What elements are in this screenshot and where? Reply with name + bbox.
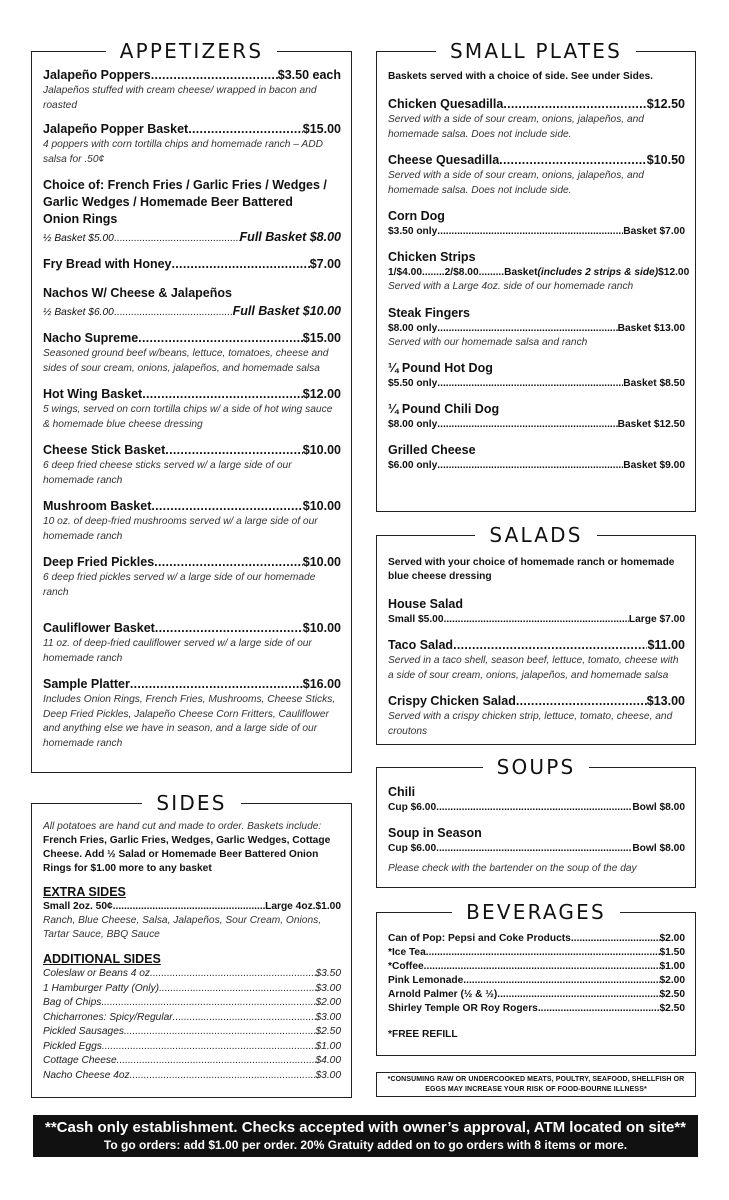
menu-item: Cauliflower Basket ..... $10.00 11 oz. of deep-fried cauliflower served w/ a large side of our homemade ranch <box>43 620 341 666</box>
menu-item: ¼ Pound Chili Dog $8.00 only ..... Basket $12.50 <box>388 401 685 432</box>
list-item: *Ice Tea ..... $1.50 <box>388 946 685 960</box>
salads-section: SALADS Served with your choice of homemade ranch or homemade blue cheese dressing House Salad Small $5.00 ..... Large $7.00 Taco Salad ..... $11.00 Served in a taco shell, season beef, lettuce, tomato, cheese with a side of sour cream, onions, jalapeños, and homemade salsa Crispy Chicken Salad ..... $13.00 Served with a crispy chicken strip, lettuce, tomato, cheese, and croutons <box>376 535 696 745</box>
list-item: 1 Hamburger Patty (Only) ..... $3.00 <box>43 982 341 997</box>
list-item: Nacho Cheese 4oz ..... $3.00 <box>43 1069 341 1084</box>
small-plates-section: SMALL PLATES Baskets served with a choice of side. See under Sides. Chicken Quesadilla ..... $12.50 Served with a side of sour cream, onions, jalapeños, and homemade salsa. Does not include side. Cheese Quesadilla ..... $10.50 Served with a side of sour cream, onions, jalapeños, and homemade salsa. Does not include side. Corn Dog $3.50 only ..... Basket $7.00 Chicken Strips 1/$4.00........2/$8.00.........Basket (includes 2 strips & side) $12.00 Served with a Large 4oz. side of our homemade ranch Steak Fingers $8.00 only ..... Basket $13.00 Served with our homemade salsa and ranch ¼ Pound Hot Dog $5.50 only ..... Basket $8.50 ¼ Pound Chili Dog $8.00 only ..... Basket $12.50 Grilled Cheese $6.00 only ..... Basket $9.00 <box>376 51 696 512</box>
menu-item: Jalapeño Poppers ..... $3.50 each Jalapeños stuffed with cream cheese/ wrapped in bacon and roasted <box>43 67 341 113</box>
appetizers-title: APPETIZERS <box>106 40 277 62</box>
menu-item: Soup in Season Cup $6.00 ..... Bowl $8.00 <box>388 825 685 856</box>
menu-item: House Salad Small $5.00 ..... Large $7.00 <box>388 596 685 627</box>
list-item: Arnold Palmer (½ & ½) ..... $2.50 <box>388 988 685 1002</box>
soups-title: SOUPS <box>483 756 590 778</box>
menu-item: Choice of: French Fries / Garlic Fries / Wedges / Garlic Wedges / Homemade Beer Battered Onion Rings ½ Basket $5.00 ..... Full Basket $8.00 <box>43 177 341 246</box>
menu-item: Chicken Quesadilla ..... $12.50 Served with a side of sour cream, onions, jalapeños, and homemade salsa. Does not include side. <box>388 96 685 142</box>
list-item: Cottage Cheese ..... $4.00 <box>43 1054 341 1069</box>
appetizers-section <box>31 39 352 773</box>
beverages-section <box>376 900 696 1056</box>
menu-item: Corn Dog $3.50 only ..... Basket $7.00 <box>388 208 685 239</box>
menu-item: Cheese Quesadilla ..... $10.50 Served with a side of sour cream, onions, jalapeños, and homemade salsa. Does not include side. <box>388 152 685 198</box>
salads-title: SALADS <box>475 524 596 546</box>
menu-item: ¼ Pound Hot Dog $5.50 only ..... Basket $8.50 <box>388 360 685 391</box>
sides-section: SIDES All potatoes are hand cut and made to order. Baskets include: French Fries, Garlic Fries, Wedges, Garlic Wedges, Cottage Cheese. Add ½ Salad or Homemade Beer Battered Onion Rings for $1.00 more to any basket EXTRA SIDES Small 2oz. 50¢ ..... Large 4oz.$1.00 Ranch, Blue Cheese, Salsa, Jalapeños, Sour Cream, Onions, Tartar Sauce, BBQ Sauce ADDITIONAL SIDES Coleslaw or Beans 4 oz ..... $3.50 1 Hamburger Patty (Only) ..... $3.00 Bag of Chips ..... $2.00 Chicharrones: Spicy/Regular ..... $3.00 Pickled Sausages ..... $2.50 Pickled Eggs ..... $1.00 Cottage Cheese ..... $4.00 Nacho Cheese 4oz ..... $3.00 <box>31 803 352 1098</box>
list-item: Pickled Eggs ..... $1.00 <box>43 1040 341 1055</box>
small-plates-title: SMALL PLATES <box>436 40 636 62</box>
list-item: Chicharrones: Spicy/Regular ..... $3.00 <box>43 1011 341 1026</box>
menu-item: Grilled Cheese $6.00 only ..... Basket $9.00 <box>388 442 685 473</box>
list-item: Pink Lemonade ..... $2.00 <box>388 974 685 988</box>
list-item: Bag of Chips ..... $2.00 <box>43 996 341 1011</box>
menu-item: Jalapeño Popper Basket ..... $15.00 4 poppers with corn tortilla chips and homemade ranch – ADD salsa for .50¢ <box>43 121 341 167</box>
menu-item: Crispy Chicken Salad ..... $13.00 Served with a crispy chicken strip, lettuce, tomato, cheese, and croutons <box>388 693 685 739</box>
menu-item: Mushroom Basket ..... $10.00 10 oz. of deep-fried mushrooms served w/ a large side of our homemade ranch <box>43 498 341 544</box>
beverages-title: BEVERAGES <box>452 901 620 923</box>
list-item: *Coffee ..... $1.00 <box>388 960 685 974</box>
list-item: Shirley Temple OR Roy Rogers ..... $2.50 <box>388 1002 685 1016</box>
menu-item: Sample Platter ..... $16.00 Includes Onion Rings, French Fries, Mushrooms, Cheese Sticks, Deep Fried Pickles, Jalapeño Cheese Corn Fritters, Cauliflower and anything else we have in season, and a large side of our homemade ranch <box>43 676 341 751</box>
additional-sides-heading: ADDITIONAL SIDES <box>43 952 161 966</box>
menu-item: Nachos W/ Cheese & Jalapeños ½ Basket $6.00 ..... Full Basket $10.00 <box>43 285 341 320</box>
list-item: Coleslaw or Beans 4 oz ..... $3.50 <box>43 967 341 982</box>
menu-item: Cheese Stick Basket ..... $10.00 6 deep fried cheese sticks served w/ a large side of our homemade ranch <box>43 442 341 488</box>
menu-item: Nacho Supreme ..... $15.00 Seasoned ground beef w/beans, lettuce, tomatoes, cheese and sides of sour cream, onions, jalapeños, and homemade salsa <box>43 330 341 376</box>
extra-sides-heading: EXTRA SIDES <box>43 885 126 899</box>
menu-item: Chili Cup $6.00 ..... Bowl $8.00 <box>388 784 685 815</box>
list-item: Can of Pop: Pepsi and Coke Products ..... $2.00 <box>388 932 685 946</box>
free-refill-note: *FREE REFILL <box>388 1029 458 1040</box>
menu-item: Fry Bread with Honey ..... $7.00 <box>43 256 341 273</box>
menu-item: Chicken Strips 1/$4.00........2/$8.00.........Basket (includes 2 strips & side) $12.00 Served with a Large 4oz. side of our homemade ranch <box>388 250 690 292</box>
to-go-notice: To go orders: add $1.00 per order. 20% Gratuity added on to go orders with 8 items or more. <box>103 1138 628 1152</box>
menu-item: Taco Salad ..... $11.00 Served in a taco shell, season beef, lettuce, tomato, cheese with a side of sour cream, onions, jalapeños, and homemade salsa <box>388 637 685 683</box>
menu-item: Hot Wing Basket ..... $12.00 5 wings, served on corn tortilla chips w/ a side of hot wing sauce & homemade blue cheese dressing <box>43 386 341 432</box>
sides-title: SIDES <box>142 792 240 814</box>
menu-item: Steak Fingers $8.00 only ..... Basket $13.00 Served with our homemade salsa and ranch <box>388 305 685 351</box>
footer-banner <box>33 1115 698 1157</box>
menu-item: Deep Fried Pickles ..... $10.00 6 deep fried pickles served w/ a large side of our homemade ranch <box>43 554 341 600</box>
soups-section: SOUPS Chili Cup $6.00 ..... Bowl $8.00 Soup in Season Cup $6.00 ..... Bowl $8.00 Please check with the bartender on the soup of the day <box>376 767 696 888</box>
list-item: Pickled Sausages ..... $2.50 <box>43 1025 341 1040</box>
food-safety-warning: *CONSUMING RAW OR UNDERCOOKED MEATS, POULTRY, SEAFOOD, SHELLFISH OR EGGS MAY INCREASE YOUR RISK OF FOOD-BOURNE ILLNESS* <box>376 1072 696 1097</box>
cash-only-notice: **Cash only establishment. Checks accepted with owner’s approval, ATM located on site** <box>44 1119 686 1136</box>
